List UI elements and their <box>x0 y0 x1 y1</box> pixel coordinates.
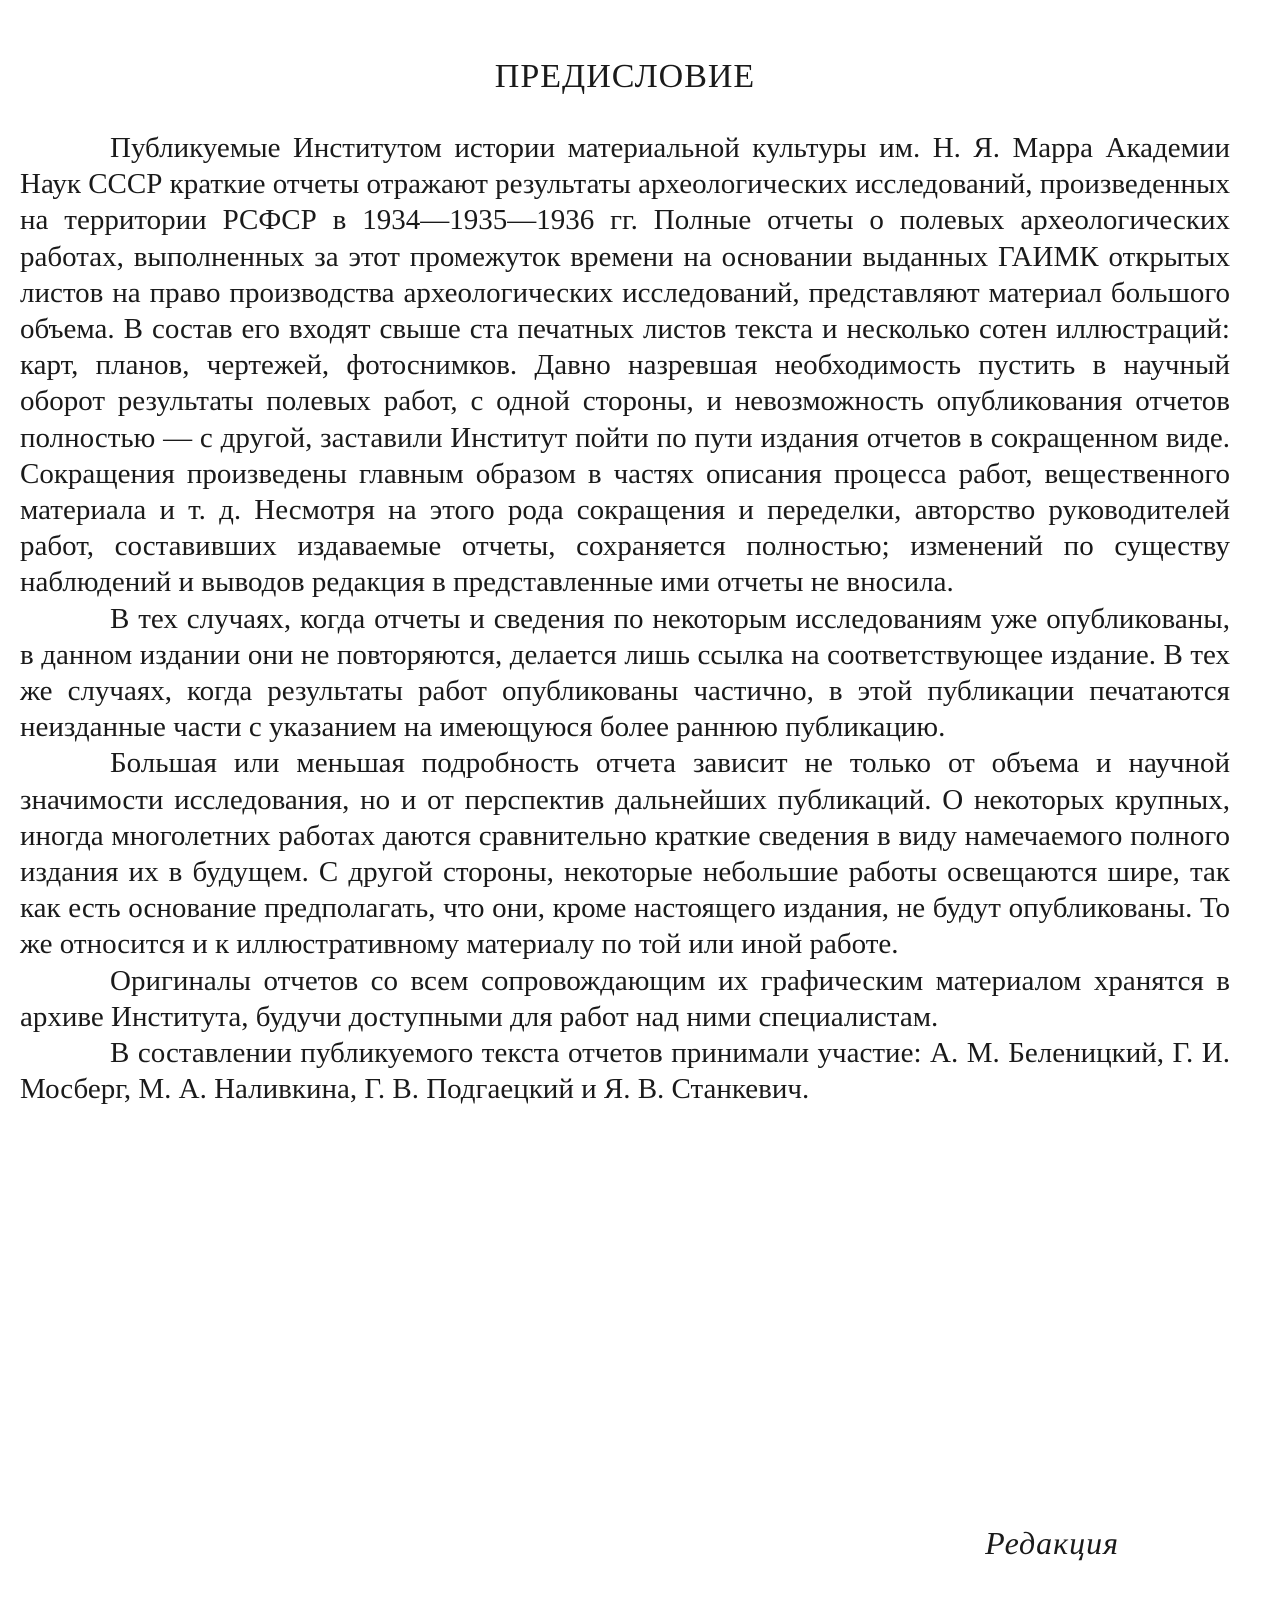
page-title: ПРЕДИСЛОВИЕ <box>494 58 756 95</box>
paragraph-3: Большая или меньшая подробность отчета зависит не только от объема и научной значимости исследования, но и от перспектив дальнейших публикаций. О некоторых крупных, иногда многолетних работах даются сравнительно краткие сведения в виду намечаемого полного издания их в будущем. С другой стороны, некоторые небольшие работы освещаются шире, так как есть основание предполагать, что они, кроме настоящего издания, не будут опубликованы. То же относится и к иллюстративному материалу по той или иной работе. <box>20 747 1230 961</box>
paragraph-5: В составлении публикуемого текста отчетов принимали участие: А. М. Беленицкий, Г. И. Мосберг, М. А. Наливкина, Г. В. Подгаецкий и Я. В. Станкевич. <box>20 1037 1230 1106</box>
preface-page <box>20 60 1230 1107</box>
paragraph-4: Оригиналы отчетов со всем сопровождающим их графическим материалом хранятся в архиве Института, будучи доступными для работ над ними специалистам. <box>20 964 1230 1033</box>
paragraph-1: Публикуемые Институтом истории материальной культуры им. Н. Я. Марра Академии Наук СССР краткие отчеты отражают результаты археологических исследований, произведенных на территории РСФСР в 1934—1935—1936 гг. Полные отчеты о полевых археологических работах, выполненных за этот промежуток времени на основании выданных ГАИМК открытых листов на право производства археологических исследований, представляют материал большого объема. В состав его входят свыше ста печатных листов текста и несколько сотен иллюстраций: карт, планов, чертежей, фотоснимков. Давно назревшая необходимость пустить в научный оборот результаты полевых работ, с одной стороны, и невозможность опубликования отчетов полностью — с другой, заставили Институт пойти по пути издания отчетов в сокращенном виде. Сокращения произведены главным образом в частях описания процесса работ, вещественного материала и т. д. Несмотря на этого рода сокращения и переделки, авторство руководителей работ, составивших издаваемые отчеты, сохраняется полностью; изменений по существу наблюдений и выводов редакция в представленные ими отчеты не вносила. <box>20 132 1230 599</box>
paragraph-2: В тех случаях, когда отчеты и сведения по некоторым исследованиям уже опубликованы, в данном издании они не повторяются, делается лишь ссылка на соответствующее издание. В тех же случаях, когда результаты работ опубликованы частично, в этой публикации печатаются неизданные части с указанием на имеющуюся более раннюю публикацию. <box>20 602 1230 744</box>
signature: Редакция <box>985 1525 1119 1561</box>
